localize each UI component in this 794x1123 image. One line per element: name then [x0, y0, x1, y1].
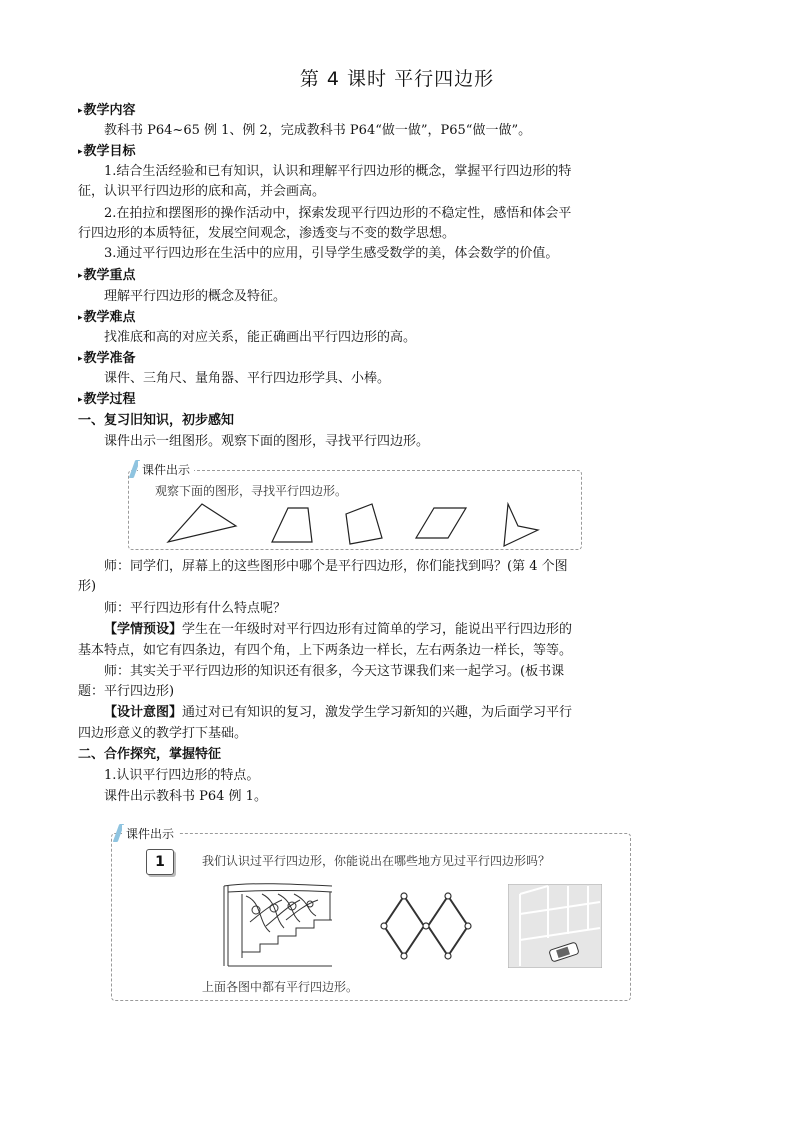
- triangle-marker-icon: ▸: [78, 271, 83, 281]
- example-question: 我们认识过平行四边形，你能说出在哪些地方见过平行四边形吗？: [202, 854, 551, 868]
- part1-heading: 一、复习旧知识，初步感知: [78, 413, 235, 428]
- expandable-lattice-figure: [380, 890, 474, 964]
- part2-line-2: 课件出示教科书 P64 例 1。: [104, 789, 267, 804]
- trapezoid-shape: [272, 508, 312, 542]
- teacher-line-1a: 师：同学们，屏幕上的这些图形中哪个是平行四边形，你们能找到吗？(第 4 个图: [104, 559, 568, 574]
- design-line-b: 四边形意义的教学打下基础。: [78, 726, 248, 741]
- goal-line-4: 行四边形的本质特征，发展空间观念，渗透变与不变的数学思想。: [78, 226, 456, 241]
- part2-line-1: 1.认识平行四边形的特点。: [104, 768, 260, 783]
- difficulty-line: 找准底和高的对应关系，能正确画出平行四边形的高。: [104, 330, 417, 345]
- box-prompt: 观察下面的图形，寻找平行四边形。: [155, 484, 348, 498]
- heading-process: ▸教学过程: [78, 392, 136, 407]
- parallelogram-shape: [416, 508, 466, 538]
- teacher-line-3a: 师：其实关于平行四边形的知识还有很多，今天这节课我们来一起学习。(板书课: [104, 664, 565, 679]
- triangle-shape: [168, 504, 236, 542]
- goal-line-5: 3.通过平行四边形在生活中的应用，引导学生感受数学的美，体会数学的价值。: [104, 246, 559, 261]
- heading-difficulty: ▸教学难点: [78, 310, 136, 325]
- preset-line-a: 【学情预设】学生在一年级时对平行四边形有过简单的学习，能说出平行四边形的: [104, 622, 573, 637]
- goal-line-1: 1.结合生活经验和已有知识，认识和理解平行四边形的概念，掌握平行四边形的特: [104, 164, 572, 179]
- staircase-railing-figure: [222, 882, 334, 968]
- triangle-marker-icon: ▸: [78, 395, 83, 405]
- triangle-marker-icon: ▸: [78, 147, 83, 157]
- shapes-figure: [160, 496, 550, 548]
- example-number-badge: 1: [146, 849, 174, 875]
- goal-line-3: 2.在拍拉和摆图形的操作活动中，探索发现平行四边形的不稳定性，感悟和体会平: [104, 206, 572, 221]
- preset-line-b: 基本特点，如它有四条边，有四个角，上下两条边一样长，左右两条边一样长，等等。: [78, 643, 573, 658]
- courseware-tag: 课件出示: [122, 825, 178, 842]
- preparation-line: 课件、三角尺、量角器、平行四边形学具、小棒。: [104, 371, 391, 386]
- parking-lot-figure: [508, 884, 602, 968]
- key-line: 理解平行四边形的概念及特征。: [104, 289, 287, 304]
- heading-key-point: ▸教学重点: [78, 268, 136, 283]
- concave-shape: [504, 504, 538, 546]
- triangle-marker-icon: ▸: [78, 313, 83, 323]
- triangle-marker-icon: ▸: [78, 354, 83, 364]
- part1-line: 课件出示一组图形。观察下面的图形，寻找平行四边形。: [104, 434, 430, 449]
- heading-teaching-goals: ▸教学目标: [78, 144, 136, 159]
- triangle-marker-icon: ▸: [78, 106, 83, 116]
- design-line-a: 【设计意图】通过对已有知识的复习，激发学生学习新知的兴趣，为后面学习平行: [104, 705, 573, 720]
- example-caption: 上面各图中都有平行四边形。: [202, 980, 359, 994]
- quadrilateral-shape: [346, 504, 382, 544]
- content-line: 教科书 P64~65 例 1、例 2，完成教科书 P64“做一做”，P65“做一做”。: [104, 123, 532, 138]
- teacher-line-3b: 题：平行四边形): [78, 684, 175, 699]
- heading-teaching-content: ▸教学内容: [78, 103, 136, 118]
- page-title: 第 4 课时 平行四边形: [299, 68, 495, 90]
- heading-preparation: ▸教学准备: [78, 351, 136, 366]
- teacher-line-1b: 形): [78, 579, 97, 594]
- teacher-line-2: 师：平行四边形有什么特点呢？: [104, 601, 287, 616]
- courseware-tag: 课件出示: [138, 461, 194, 478]
- goal-line-2: 征，认识平行四边形的底和高，并会画高。: [78, 184, 326, 199]
- part2-heading: 二、合作探究，掌握特征: [78, 747, 222, 762]
